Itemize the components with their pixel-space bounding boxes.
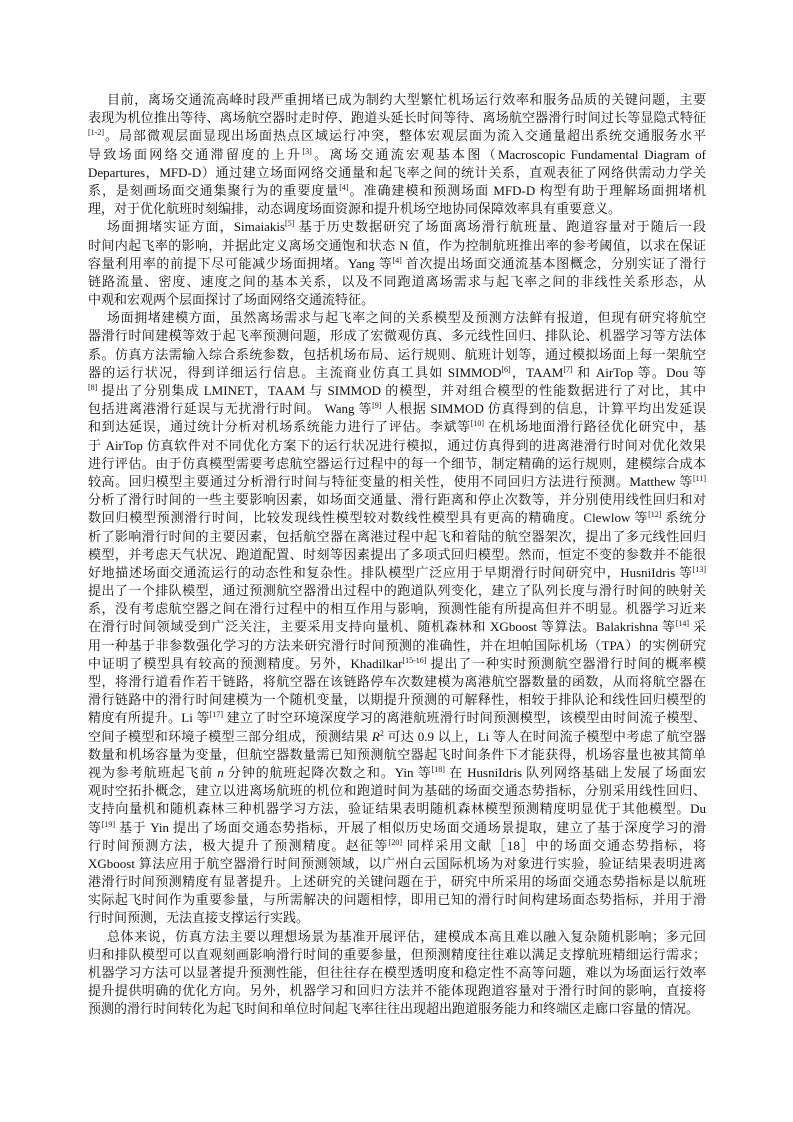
- text-run: 系统分: [661, 510, 706, 526]
- text-run: 观时空拓扑概念，建立以进离场航班的机位和跑道时间为基础的场面交通态势指标，分别采用线性回归、: [88, 783, 706, 799]
- text-line: [88, 382, 706, 400]
- citation-ref: [14]: [675, 619, 690, 629]
- text-run: 中证明了模型具有较高的预测精度。另外，Khadilkar: [88, 655, 403, 671]
- text-run: 系。仿真方法需输入综合系统参数，包括机场布局、运行规则、航班计划等，通过模拟场面上每一架航空: [88, 346, 706, 362]
- text-run: 链路流量、密度、速度之间的基本关系，以及不同跑道离场需求与起飞率之间的非线性关系形态，从: [88, 273, 706, 289]
- text-line: [88, 455, 706, 473]
- text-run: 器的运行状况，得到详细运行信息。主流商业仿真工具如 SIMMOD: [88, 364, 502, 380]
- text-line: [88, 928, 706, 946]
- paragraph: [88, 928, 706, 1019]
- text-line: [88, 728, 706, 746]
- paragraph: [88, 218, 706, 309]
- text-line: [88, 437, 706, 455]
- text-run: 。局部微观层面显现出场面热点区域运行冲突，整体宏观层面为流入交通量超出系统交通服务水平: [104, 128, 706, 144]
- text-run: 较高。回归模型主要通过分析滑行时间与特征变量的相关性，使用不同回归方法进行预测。Matthew 等: [88, 473, 693, 489]
- paragraph: [88, 91, 706, 218]
- text-run: 等: [88, 819, 102, 835]
- text-run: 目前，离场交通流高峰时段严重拥堵已成为制约大型繁忙机场运行效率和服务品质的关键问题，主要: [107, 92, 706, 107]
- text-run: 器滑行时间建模等效于起飞率预测问题，形成了宏微观仿真、多元线性回归、排队论、机器学习等方法体: [88, 328, 706, 344]
- text-run: 行时间预测方法，极大提升了预测精度。赵征等: [88, 837, 389, 853]
- text-line: [88, 855, 706, 873]
- citation-ref: [5]: [285, 219, 295, 229]
- text-run: 包括进离港滑行延误与无扰滑行时间。 Wang 等: [88, 401, 373, 417]
- text-line: [88, 964, 706, 982]
- text-line: [88, 909, 706, 927]
- text-run: 提升提供明确的优化方向。另外，机器学习和回归方法并不能体现跑道容量对于滑行时间的影响，直接将: [88, 983, 706, 999]
- text-run: 模型，并考虑天气状况、跑道配置、时刻等因素提出了多项式回归模型。然而，恒定不变的参数并不能很: [88, 546, 706, 562]
- text-line: [88, 691, 706, 709]
- citation-ref: [4]: [392, 255, 402, 265]
- text-run: 表现为机位推出等待、离场航空器时走时停、跑道头延长时间等待、离场航空器滑行时间过长等显隐式特征: [88, 110, 706, 126]
- text-run: 在机场地面滑行路径优化研究中，基: [484, 419, 706, 435]
- citation-ref: [1-2]: [88, 128, 104, 138]
- text-run: 实际起飞时间作为重要参量，与所需解决的问题相悖，即用已知的滑行时间构建场面态势指标，并用于滑: [88, 892, 706, 908]
- text-run: 场面拥堵实证方面，Simaiakis: [107, 219, 286, 235]
- text-run: 视为参考航班起飞前: [88, 764, 218, 780]
- text-run: 。离场交通流宏观基本图（Macroscopic Fundamental Diagram of: [311, 146, 706, 162]
- text-run: 用一种基于非参数强化学习的方法来研究滑行时间预测的准确性，并在坦帕国际机场（TPA）的实例研究: [88, 637, 706, 653]
- text-line: [88, 946, 706, 964]
- text-line: [88, 291, 706, 309]
- text-line: [88, 164, 706, 182]
- citation-ref: [9]: [372, 401, 382, 411]
- text-run: 机器学习方法可以显著提升预测性能，但往往存在模型透明度和稳定性不高等问题，难以为场面运行效率: [88, 965, 706, 980]
- text-line: [88, 309, 706, 327]
- text-run: 数回归模型预测滑行时间，比较发现线性模型较对数线性模型具有更高的精确度。Clewlow 等: [88, 510, 649, 526]
- text-line: [88, 673, 706, 691]
- text-line: [88, 837, 706, 855]
- citation-ref: [11]: [692, 473, 706, 483]
- text-line: [88, 109, 706, 127]
- text-line: [88, 509, 706, 527]
- text-run: 预测的滑行时间转化为起飞时间和单位时间起飞率往往出现超出跑道服务能力和终端区走廊口容量的情况。: [88, 1001, 700, 1017]
- text-run: 提出了分别集成 LMINET，TAAM 与 SIMMOD 的模型，并对组合模型的性能数据进行了对比，其中: [97, 383, 706, 398]
- citation-ref: [15-16]: [402, 655, 427, 665]
- text-run: 人根据 SIMMOD 仿真得到的信息，计算平均出发延误: [381, 401, 706, 417]
- text-run: 场面拥堵建模方面，虽然离场需求与起飞率之间的关系模型及预测方法鲜有报道，但现有研究将航空: [107, 310, 706, 326]
- text-run: 建立了时空环境深度学习的离港航班滑行时间预测模型，该模型由时间流子模型、: [223, 710, 706, 726]
- text-line: [88, 618, 706, 636]
- text-line: [88, 655, 706, 673]
- text-run: 和到达延误，通过统计分析对机场系统能力进行了评估。李斌等: [88, 419, 471, 435]
- text-run: 支持向量机和随机森林三种机器学习方法，验证结果表明随机森林模型预测精度明显优于其他模型。Du: [88, 801, 706, 817]
- citation-ref: [7]: [563, 364, 573, 374]
- text-run: ，TAAM: [510, 364, 564, 380]
- text-line: [88, 873, 706, 891]
- citation-ref: [12]: [648, 510, 662, 520]
- text-line: [88, 891, 706, 909]
- text-run: 好地描述场面交通流运行的动态性和复杂性。排队模型广泛应用于早期滑行时间研究中，HusniIdris 等: [88, 564, 693, 580]
- text-line: [88, 800, 706, 818]
- text-line: [88, 709, 706, 727]
- text-run: 系，没有考虑航空器之间在滑行过程中的相互作用与影响，预测性能有所提高但并不明显。机器学习近来: [88, 601, 706, 617]
- body-text: [88, 91, 706, 1019]
- text-line: [88, 364, 706, 382]
- citation-ref: [19]: [101, 819, 116, 829]
- text-line: [88, 819, 706, 837]
- text-line: [88, 564, 706, 582]
- text-run: 总体来说，仿真方法主要以理想场景为基准开展评估，建模成本高且难以融入复杂随机影响；多元回: [107, 928, 706, 944]
- text-line: [88, 218, 706, 236]
- citation-ref: [6]: [501, 364, 511, 374]
- text-run: 可达 0.9 以上，Li 等人在时间流子模型中考虑了航空器: [383, 728, 706, 744]
- text-line: [88, 600, 706, 618]
- text-line: [88, 127, 706, 145]
- citation-ref: [20]: [388, 837, 403, 847]
- text-run: 提出了一种实时预测航空器滑行时间的概率模: [426, 655, 706, 671]
- text-line: [88, 982, 706, 1000]
- text-line: [88, 782, 706, 800]
- text-run: 容量利用率的前提下尽可能减少场面拥堵。Yang 等: [88, 255, 393, 271]
- text-run: 基于 Yin 提出了场面交通态势指标，开展了相似历史场面交通场景提取，建立了基于深度学习的滑: [115, 819, 706, 835]
- text-line: [88, 491, 706, 509]
- text-run: 空间子模型和环境子模型三部分组成，预测结果: [88, 728, 372, 744]
- text-run: 。准确建模和预测场面 MFD-D 构型有助于理解场面拥堵机: [348, 182, 706, 198]
- text-run: 时间内起飞率的影响，并据此定义离场交通饱和状态 N 值，作为控制航班推出率的参考阈值，以求在保证: [88, 237, 706, 253]
- text-line: [88, 637, 706, 655]
- citation-ref: [3]: [302, 146, 312, 156]
- superscript: 2: [379, 728, 384, 738]
- text-run: 行时间预测，无法直接支撑运行实践。: [88, 910, 310, 926]
- text-run: 数量和机场容量为变量，但航空器数量需已知预测航空器起飞时间条件下才能获得，机场容量也被其简单: [88, 746, 706, 762]
- text-line: [88, 418, 706, 436]
- text-run: 导致场面网络交通滞留度的上升: [88, 146, 303, 162]
- citation-ref: [13]: [692, 564, 706, 574]
- text-run: 型，将滑行道看作若干链路，将航空器在该链路停车次数建模为离港航空器数量的函数，从而将航空器在: [88, 674, 706, 689]
- text-line: [88, 200, 706, 218]
- citation-ref: [10]: [470, 419, 485, 429]
- text-run: 归和排队模型可以直观刻画影响滑行时间的重要参量，但预测精度往往难以满足支撑航班精细运行需求；: [88, 946, 706, 962]
- text-line: [88, 346, 706, 364]
- text-run: 滑行链路中的滑行时间建模为一个随机变量，以期提升预测的可解释性，相较于排队论和线性回归模型的: [88, 692, 706, 708]
- text-line: [88, 273, 706, 291]
- text-run: 分析了滑行时间的一些主要影响因素，如场面交通量、滑行距离和停止次数等，并分别使用线性回归和对: [88, 492, 706, 508]
- text-line: [88, 473, 706, 491]
- text-run: 港滑行时间预测精度有显著提升。上述研究的关键问题在于，研究中所采用的场面交通态势指标是以航班: [88, 874, 706, 890]
- paragraph: [88, 309, 706, 927]
- citation-ref: [8]: [88, 383, 98, 392]
- text-run: 在 HusniIdris 队列网络基础上发展了场面宏: [444, 764, 706, 780]
- citation-ref: [18]: [431, 764, 445, 774]
- text-line: [88, 546, 706, 564]
- text-run: 理，对于优化航班时刻编排，动态调度场面资源和提升机场空地协同保障效率具有重要意义。: [88, 201, 622, 217]
- text-run: 基于历史数据研究了场面离场滑行航班量、跑道容量对于随后一段: [294, 219, 706, 235]
- text-run: 和 AirTop 等。Dou 等: [572, 364, 706, 380]
- text-line: [88, 528, 706, 546]
- text-line: [88, 400, 706, 418]
- text-run: 首次提出场面交通流基本图概念，分别实证了滑行: [401, 255, 706, 271]
- text-line: [88, 146, 706, 164]
- text-run: 提出了一个排队模型，通过预测航空器滑出过程中的跑道队列变化，建立了队列长度与滑行时间的映射关: [88, 583, 706, 599]
- text-run: 在滑行时间领域受到广泛关注，主要采用支持向量机、随机森林和 XGboost 等算法。Balakrishna 等: [88, 619, 676, 635]
- text-run: 分钟的航班起降次数之和。Yin 等: [223, 764, 432, 780]
- citation-ref: [4]: [339, 182, 349, 192]
- text-line: [88, 746, 706, 764]
- text-line: [88, 764, 706, 782]
- text-run: 于 AirTop 仿真软件对不同优化方案下的运行状况进行模拟，通过仿真得到的进离港滑行时间对优化效果: [88, 437, 706, 453]
- text-run: 系，是刻画场面交通集聚行为的重要度量: [88, 182, 340, 198]
- text-run: XGboost 算法应用于航空器滑行时间预测领域，以广州白云国际机场为对象进行实验，验证结果表明进离: [88, 855, 706, 871]
- text-line: [88, 182, 706, 200]
- text-run: 析了影响滑行时间的主要因素，包括航空器在离港过程中起飞和着陆的航空器架次，提出了多元线性回归: [88, 528, 706, 544]
- text-run: 采: [689, 619, 706, 635]
- text-run: 精度有所提升。Li 等: [88, 710, 210, 726]
- text-line: [88, 1000, 706, 1018]
- text-run: 进行评估。由于仿真模型需要考虑航空器运行过程中的每一个细节，制定精确的运行规则，建模综合成本: [88, 455, 706, 471]
- text-line: [88, 237, 706, 255]
- text-line: [88, 255, 706, 273]
- math-variable: n: [217, 764, 224, 780]
- text-run: 同样采用文献［18］中的场面交通态势指标，将: [402, 837, 706, 853]
- text-run: 中观和宏观两个层面探讨了场面网络交通流特征。: [88, 292, 375, 308]
- citation-ref: [17]: [209, 710, 224, 720]
- text-line: [88, 91, 706, 109]
- text-line: [88, 327, 706, 345]
- text-line: [88, 582, 706, 600]
- math-variable: R: [371, 728, 380, 744]
- text-run: Departures，MFD-D）通过建立场面网络交通量和起飞率之间的统计关系，直观表征了网络供需动力学关: [88, 164, 706, 180]
